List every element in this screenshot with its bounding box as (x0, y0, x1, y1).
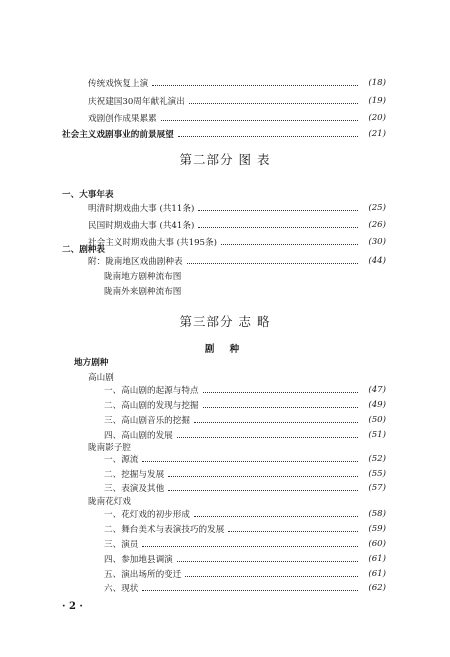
section-title-genre-table: 二、剧种表 (62, 245, 105, 255)
toc-entry[interactable] (104, 567, 386, 581)
toc-entry-page: (59) (368, 524, 386, 534)
toc-entry-label: 五、演出场所的变迁 (104, 570, 182, 580)
dot-leader (142, 461, 358, 462)
dot-leader (198, 227, 358, 228)
toc-entry[interactable] (104, 413, 386, 427)
section-title-local-genres: 地方剧种 (74, 358, 109, 368)
dot-leader (142, 546, 358, 547)
genre-title-gaoshan: 高山剧 (88, 373, 114, 383)
toc-entry-label[interactable]: 陇南地方剧种流布图 (104, 272, 182, 282)
toc-entry-label: 四、参加地县调演 (104, 555, 173, 565)
part-two-heading: 第二部分 图 表 (179, 152, 271, 167)
toc-entry-label[interactable]: 陇南外来剧种流布图 (104, 287, 182, 297)
toc-entry[interactable] (104, 467, 386, 481)
toc-entry[interactable] (104, 398, 386, 412)
toc-entry-page: (50) (368, 415, 386, 425)
section-title-chronology: 一、大事年表 (62, 190, 114, 200)
toc-entry-page: (61) (368, 554, 386, 564)
toc-entry-label: 明清时期戏曲大事 (共11条) (88, 204, 195, 214)
toc-entry-page: (25) (368, 203, 386, 213)
toc-entry-label: 社会主义戏剧事业的前景展望 (62, 130, 174, 140)
toc-entry-label: 民国时期戏曲大事 (共41条) (88, 221, 195, 231)
toc-entry[interactable] (104, 522, 386, 536)
dot-leader (152, 85, 358, 86)
toc-entry-label: 六、现状 (104, 584, 139, 594)
dot-leader (203, 407, 358, 408)
toc-entry[interactable] (104, 383, 386, 397)
dot-leader (198, 210, 358, 211)
toc-entry[interactable] (104, 537, 386, 551)
toc-entry-page: (20) (368, 113, 386, 123)
toc-entry-label: 附：陇南地区戏曲剧种表 (88, 257, 183, 267)
toc-entry-page: (44) (368, 256, 386, 266)
toc-entry-label: 一、花灯戏的初步形成 (104, 510, 190, 520)
toc-entry-label: 社会主义时期戏曲大事 (共195条) (88, 238, 217, 248)
dot-leader (185, 576, 358, 577)
dot-leader (142, 590, 358, 591)
dot-leader (177, 561, 358, 562)
toc-entry[interactable] (88, 218, 386, 232)
genre-subheading: 剧 种 (204, 344, 246, 355)
toc-entry[interactable] (62, 127, 386, 141)
toc-entry-label: 二、高山剧的发现与挖掘 (104, 401, 199, 411)
toc-entry[interactable] (88, 201, 386, 215)
toc-entry-label: 三、表演及其他 (104, 484, 165, 494)
dot-leader (194, 516, 358, 517)
toc-entry-page: (55) (368, 469, 386, 479)
toc-entry-page: (52) (368, 454, 386, 464)
toc-entry-page: (58) (368, 509, 386, 519)
toc-entry-page: (30) (368, 237, 386, 247)
dot-leader (221, 244, 358, 245)
toc-entry[interactable] (88, 76, 386, 90)
dot-leader (189, 103, 358, 104)
dot-leader (161, 120, 358, 121)
toc-entry-label: 一、高山剧的起源与特点 (104, 386, 199, 396)
toc-entry[interactable] (104, 428, 386, 442)
dot-leader (203, 392, 358, 393)
toc-entry[interactable] (104, 481, 386, 495)
toc-entry-label: 三、高山剧音乐的挖掘 (104, 416, 190, 426)
toc-entry-label: 庆祝建国30周年献礼演出 (88, 97, 185, 107)
dot-leader (178, 136, 358, 137)
toc-entry-page: (47) (368, 385, 386, 395)
toc-entry[interactable] (104, 552, 386, 566)
toc-entry[interactable] (88, 111, 386, 125)
toc-entry-label: 传统戏恢复上演 (88, 79, 149, 89)
toc-entry-page: (61) (368, 569, 386, 579)
toc-entry-label: 三、演员 (104, 540, 139, 550)
toc-entry[interactable] (88, 94, 386, 108)
toc-entry-page: (19) (368, 96, 386, 106)
toc-entry-label: 戏剧创作成果累累 (88, 114, 157, 124)
dot-leader (177, 437, 358, 438)
toc-entry-page: (26) (368, 220, 386, 230)
toc-entry-page: (21) (368, 129, 386, 139)
toc-entry-page: (62) (368, 583, 386, 593)
toc-entry-label: 二、舞台美术与表演技巧的发展 (104, 525, 225, 535)
dot-leader (187, 263, 358, 264)
dot-leader (168, 490, 358, 491)
toc-entry-page: (18) (368, 78, 386, 88)
part-three-heading: 第三部分 志 略 (179, 314, 271, 329)
toc-entry-label: 一、源流 (104, 455, 139, 465)
dot-leader (194, 422, 358, 423)
toc-entry[interactable] (88, 254, 386, 268)
toc-entry-page: (51) (368, 430, 386, 440)
genre-title-yingzi: 陇南影子腔 (88, 443, 131, 453)
toc-entry-label: 二、挖掘与发展 (104, 470, 165, 480)
genre-title-huadeng: 陇南花灯戏 (88, 497, 131, 507)
dot-leader (228, 531, 358, 532)
toc-entry[interactable] (104, 452, 386, 466)
toc-entry[interactable] (104, 507, 386, 521)
toc-entry[interactable] (88, 235, 386, 249)
toc-entry-page: (49) (368, 400, 386, 410)
toc-entry-label: 四、高山剧的发展 (104, 431, 173, 441)
toc-entry-page: (57) (368, 483, 386, 493)
toc-entry-page: (60) (368, 539, 386, 549)
toc-entry[interactable] (104, 581, 386, 595)
dot-leader (168, 476, 358, 477)
page-number: · 2 · (62, 601, 83, 612)
